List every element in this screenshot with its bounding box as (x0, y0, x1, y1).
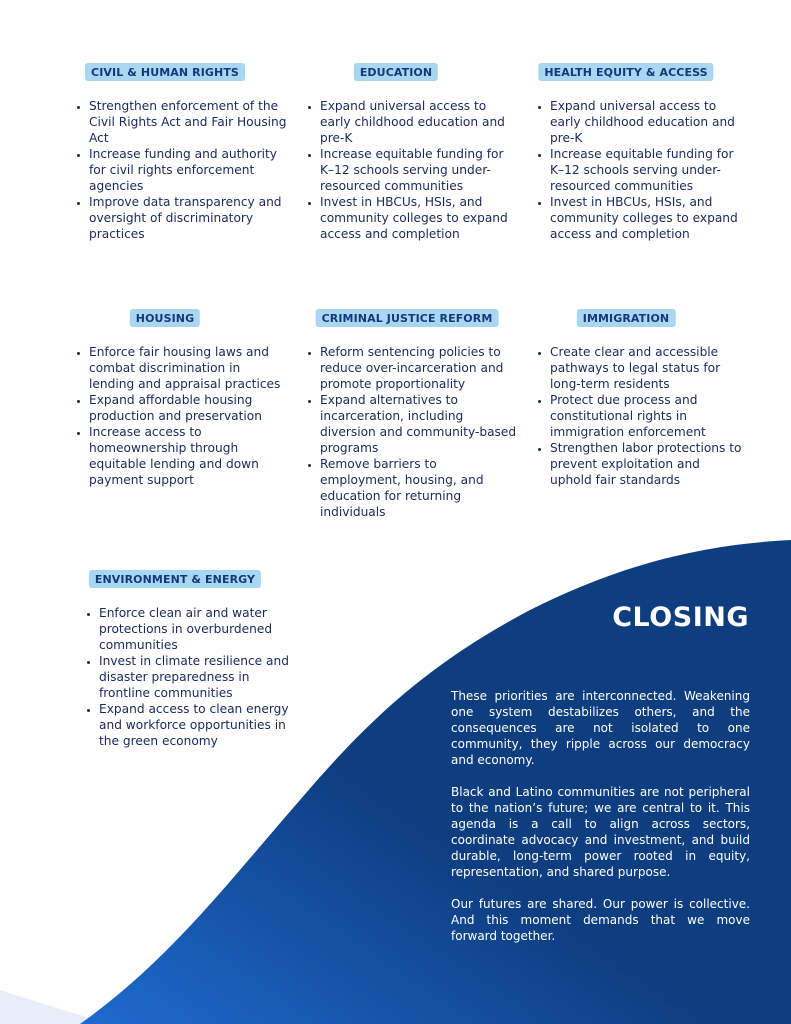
list-item: • Invest in HBCUs, HSIs, and community colleges to expand access and completion (320, 194, 515, 242)
list-item: • Expand alternatives to incarceration, including diversion and community-based programs (320, 392, 518, 456)
list-item: • Improve data transparency and oversight of discriminatory practices (89, 194, 289, 242)
section-title-criminal-justice: CRIMINAL JUSTICE REFORM (316, 309, 499, 327)
list-item: • Invest in climate resilience and disaster preparedness in frontline communities (99, 653, 294, 701)
list-item: • Create clear and accessible pathways to legal status for long-term residents (550, 344, 745, 392)
closing-title: CLOSING (612, 602, 749, 633)
health-equity-list (534, 98, 745, 242)
list-item: • Invest in HBCUs, HSIs, and community colleges to expand access and completion (550, 194, 745, 242)
housing-list (73, 344, 289, 488)
immigration-list (534, 344, 745, 488)
list-item: • Increase access to homeownership through equitable lending and down payment support (89, 424, 289, 488)
civil-rights-list (73, 98, 289, 242)
section-title-immigration: IMMIGRATION (577, 309, 676, 327)
list-item: • Expand universal access to early childhood education and pre-K (320, 98, 515, 146)
closing-body (451, 688, 750, 960)
list-item: • Increase equitable funding for K–12 schools serving under-resourced communities (320, 146, 515, 194)
list-item: • Reform sentencing policies to reduce over-incarceration and promote proportionality (320, 344, 518, 392)
list-item: • Expand universal access to early childhood education and pre-K (550, 98, 745, 146)
section-title-civil-rights: CIVIL & HUMAN RIGHTS (85, 63, 245, 81)
section-title-education: EDUCATION (354, 63, 438, 81)
closing-paragraph: Black and Latino communities are not peripheral to the nation’s future; we are central to it. This agenda is a call to align across sectors, coordinate advocacy and investment, and build durable, long-term power rooted in equity, representation, and shared purpose. (451, 785, 750, 879)
criminal-justice-list (304, 344, 518, 520)
list-item: • Strengthen enforcement of the Civil Rights Act and Fair Housing Act (89, 98, 289, 146)
list-item: • Enforce fair housing laws and combat discrimination in lending and appraisal practices (89, 344, 289, 392)
list-item: • Protect due process and constitutional rights in immigration enforcement (550, 392, 745, 440)
list-item: • Strengthen labor protections to prevent exploitation and uphold fair standards (550, 440, 745, 488)
list-item: • Expand access to clean energy and workforce opportunities in the green economy (99, 701, 294, 749)
list-item: • Expand affordable housing production and preservation (89, 392, 289, 424)
section-title-health-equity: HEALTH EQUITY & ACCESS (538, 63, 713, 81)
section-title-housing: HOUSING (130, 309, 200, 327)
list-item: • Increase funding and authority for civil rights enforcement agencies (89, 146, 289, 194)
environment-list (83, 605, 294, 749)
list-item: • Enforce clean air and water protections in overburdened communities (99, 605, 294, 653)
closing-paragraph: These priorities are interconnected. Weakening one system destabilizes others, and the consequences are not isolated to one community, they ripple across our democracy and economy. (451, 689, 750, 767)
list-item: • Increase equitable funding for K–12 schools serving under-resourced communities (550, 146, 745, 194)
list-item: • Remove barriers to employment, housing, and education for returning individuals (320, 456, 518, 520)
section-title-environment: ENVIRONMENT & ENERGY (89, 570, 261, 588)
closing-paragraph: Our futures are shared. Our power is collective. And this moment demands that we move forward together. (451, 897, 750, 943)
education-list (304, 98, 515, 242)
